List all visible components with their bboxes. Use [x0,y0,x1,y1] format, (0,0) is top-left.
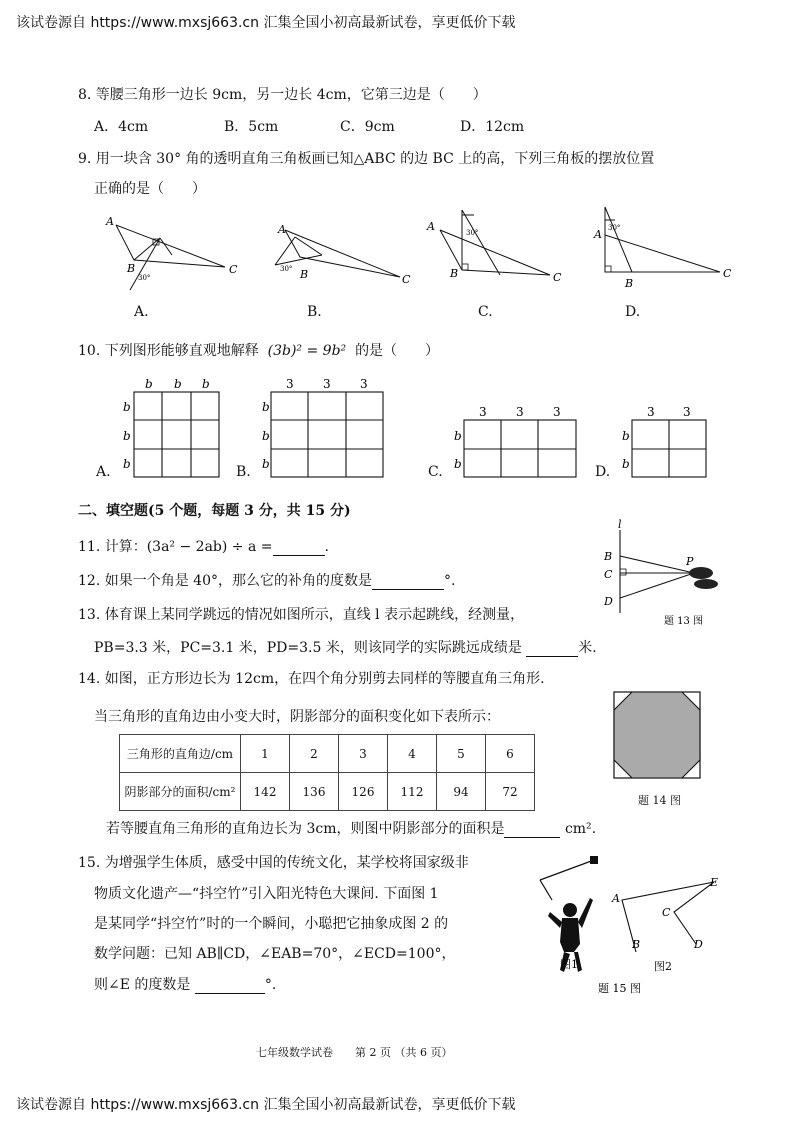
svg-text:3: 3 [553,405,561,419]
svg-text:3: 3 [647,405,655,419]
q10-option-d: D. [595,464,611,480]
section-fill-in-title: 二、填空题(5 个题，每题 3 分，共 15 分) [78,503,351,519]
table-row: 三角形的直角边/cm 1 2 3 4 5 6 [120,735,535,773]
q11-answer-blank [273,541,325,556]
source-footer: 该试卷源自 https://www.mxsj663.cn 汇集全国小初高最新试卷，享更低价下载 [16,1097,516,1113]
q9d-label-a: A [594,228,602,241]
q9b-label-a: A [278,223,286,236]
q9-option-a: A. [134,304,149,320]
svg-text:C: C [662,906,671,919]
q15-line4: 数学问题：已知 AB∥CD，∠EAB=70°，∠ECD=100°， [94,946,456,962]
q10-option-c: C. [428,464,443,480]
q9a-label-a: A [106,215,114,228]
q14-caption: 题 14 图 [638,794,681,807]
q9b-angle: 30° [280,265,293,273]
q10-figure-b [271,392,383,477]
q9-figure-b [275,223,411,286]
q9c-angle: 30° [466,229,479,237]
svg-text:3: 3 [323,377,331,391]
q9d-angle: 30° [608,224,621,232]
q15-answer-blank [195,979,265,994]
q13-line1: 13. 体育课上某同学跳远的情况如图所示，直线 l 表示起跳线，经测量， [78,607,525,623]
svg-text:b: b [123,457,131,471]
svg-text:b: b [202,377,210,391]
q8-option-a: A．4cm [94,119,149,135]
q15-line5: 则∠E 的度数是 °. [94,977,277,993]
svg-text:B: B [604,550,613,563]
q14-line1: 14. 如图，正方形边长为 12cm，在四个角分别剪去同样的等腰直角三角形. [78,671,545,687]
q9-stem-line1: 9. 用一块含 30° 角的透明直角三角板画已知△ABC 的边 BC 上的高，下列三角板的摆放位置 [78,151,655,167]
q9-stem-line2: 正确的是（ ） [94,181,206,197]
q10-formula: (3b)² = 9b² [267,343,347,359]
page-footer: 七年级数学试卷 第 2 页 （共 6 页） [256,1046,453,1059]
q9a-label-b: B [127,262,136,275]
svg-text:3: 3 [286,377,294,391]
q9d-label-c: C [723,267,732,280]
q9b-label-b: B [300,268,309,281]
q9-figure-d [593,207,732,290]
svg-text:b: b [262,400,270,414]
q13-caption: 题 13 图 [664,616,704,627]
q12-answer-blank [372,575,444,590]
q15-fig1-label: 图1 [560,958,578,971]
source-header: 该试卷源自 https://www.mxsj663.cn 汇集全国小初高最新试卷，享更低价下载 [16,15,516,31]
q9a-label-c: C [229,263,238,276]
svg-text:b: b [123,400,131,414]
svg-text:b: b [454,457,462,471]
q9-figure-a [105,215,238,290]
q11-stem: 11. 计算：(3a² − 2ab) ÷ a = . [78,539,329,555]
svg-text:B: B [632,938,641,951]
svg-text:b: b [262,429,270,443]
q8-option-b: B．5cm [224,119,279,135]
q13-line2: PB=3.3 米，PC=3.1 米，PD=3.5 米，则该同学的实际跳远成绩是 米. [94,640,597,656]
svg-text:3: 3 [360,377,368,391]
q10-figure-d [632,420,706,477]
q14-answer-blank [504,823,560,838]
q15-line2: 物质文化遗产—“抖空竹”引入阳光特色大课间. 下面图 1 [94,886,439,902]
q15-fig2-label: 图2 [654,960,672,973]
q13-answer-blank [526,642,578,657]
q15-line1: 15. 为增强学生体质，感受中国的传统文化，某学校将国家级非 [78,855,469,871]
svg-text:b: b [622,429,630,443]
svg-text:b: b [123,429,131,443]
q8-option-c: C．9cm [340,119,395,135]
svg-text:A: A [612,892,620,905]
svg-text:b: b [145,377,153,391]
q9a-angle: 30° [138,274,151,282]
svg-text:E: E [710,876,719,889]
q10-figure-a [134,392,219,477]
q15-caption: 题 15 图 [598,982,641,995]
svg-text:3: 3 [683,405,691,419]
q10-figure-c [464,420,576,477]
table-row: 阴影部分的面积/cm² 142 136 126 112 94 72 [120,773,535,811]
q10-stem: 10. 下列图形能够直观地解释 (3b)² = 9b² 的是（ ） [78,343,440,359]
q9d-label-b: B [625,277,634,290]
q9-option-b: B. [307,304,322,320]
q14-line2: 当三角形的直角边由小变大时，阴影部分的面积变化如下表所示： [94,709,500,725]
q14-figure [612,690,704,782]
q14-table [119,734,535,811]
svg-text:3: 3 [516,405,524,419]
q9c-label-c: C [553,271,562,284]
svg-text:l: l [618,518,622,531]
q15-figure-1 [540,856,598,972]
q15-figures [524,852,734,997]
q9c-label-b: B [450,267,459,280]
q10-figures [90,372,720,482]
svg-text:P: P [686,555,694,568]
svg-text:C: C [604,568,613,581]
q8-option-d: D．12cm [460,119,525,135]
q8-stem: 8. 等腰三角形一边长 9cm，另一边长 4cm，它第三边是（ ） [78,87,487,103]
svg-text:b: b [454,429,462,443]
svg-text:b: b [174,377,182,391]
q9-option-c: C. [478,304,493,320]
q14-line3: 若等腰直角三角形的直角边长为 3cm，则图中阴影部分的面积是 cm². [106,821,597,837]
q10-option-b: B. [236,464,251,480]
q10-option-a: A. [96,464,111,480]
q12-stem: 12. 如果一个角是 40°，那么它的补角的度数是 °. [78,573,456,589]
svg-text:D: D [694,938,703,951]
q9-figures [90,205,750,305]
q15-line3: 是某同学“抖空竹”时的一个瞬间，小聪把它抽象成图 2 的 [94,916,449,932]
q9b-label-c: C [402,273,411,286]
q9-option-d: D. [625,304,641,320]
q9-figure-c [426,210,562,284]
q9c-label-a: A [427,220,435,233]
q13-figure [598,518,738,630]
svg-text:3: 3 [479,405,487,419]
svg-text:b: b [262,457,270,471]
svg-text:b: b [622,457,630,471]
svg-text:D: D [604,595,613,608]
